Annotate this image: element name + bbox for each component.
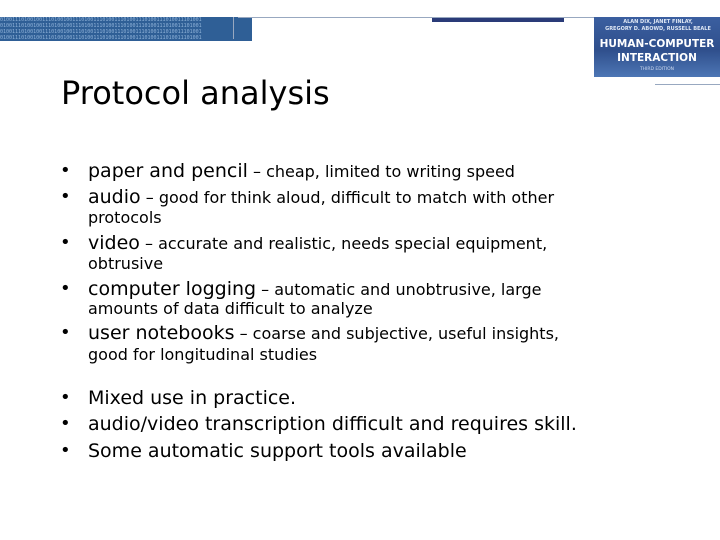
header-divider-vertical	[233, 17, 234, 39]
bullet-lead: video	[88, 232, 140, 254]
bullet-line	[88, 322, 559, 344]
header-binary-strip	[0, 17, 252, 41]
bullet-lead: audio	[88, 186, 141, 208]
binary-pattern-row: 0100111010010011101001001110100111010011101001110100111010011101001	[0, 17, 202, 23]
bullet-lead: computer logging	[88, 278, 257, 300]
bullet-dot: •	[60, 232, 71, 253]
bullet-lead: paper and pencil	[88, 160, 248, 182]
binary-pattern-row: 0100111010010011101001001110100111010011101001110100111010011101001	[0, 29, 202, 35]
bullet-line	[88, 278, 541, 300]
book-authors: ALAN DIX, JANET FINLAY, GREGORY D. ABOWD, RUSSELL BEALE	[605, 19, 711, 32]
bullet-line	[88, 186, 554, 208]
bullet-detail: – cheap, limited to writing speed	[247, 162, 515, 181]
summary-text: Some automatic support tools available	[88, 440, 467, 462]
summary-text: Mixed use in practice.	[88, 387, 297, 409]
bullet-dot: •	[60, 387, 71, 408]
binary-pattern-row: 0100111010010011101001001110100111010011101001110100111010011101001	[0, 23, 202, 29]
bullet-dot: •	[60, 322, 71, 343]
binary-pattern-row: 0100111010010011101001001110100111010011101001110100111010011101001	[0, 35, 202, 41]
bullet-continuation: amounts of data difficult to analyze	[88, 299, 373, 318]
header-accent-bar	[432, 18, 564, 22]
bullet-continuation: protocols	[88, 208, 162, 227]
book-edition: THIRD EDITION	[639, 67, 675, 72]
bullet-lead: user notebooks	[88, 322, 235, 344]
bullet-line	[88, 160, 515, 182]
book-cover-logo	[594, 17, 720, 77]
summary-text: audio/video transcription difficult and requires skill.	[88, 413, 577, 435]
book-title	[596, 37, 718, 65]
bullet-detail: – coarse and subjective, useful insights,	[234, 324, 559, 343]
bullet-dot: •	[60, 278, 71, 299]
bullet-dot: •	[60, 413, 71, 434]
slide-title: Protocol analysis	[61, 74, 330, 112]
bullet-dot: •	[60, 440, 71, 461]
bullet-detail: – accurate and realistic, needs special equipment,	[139, 234, 548, 253]
cover-underline	[655, 84, 720, 85]
bullet-dot: •	[60, 186, 71, 207]
bullet-detail: – automatic and unobtrusive, large	[256, 280, 542, 299]
bullet-line	[88, 232, 547, 254]
bullet-dot: •	[60, 160, 71, 181]
bullet-detail: – good for think aloud, difficult to match with other	[140, 188, 555, 207]
book-title-line-1: HUMAN-COMPUTER	[599, 38, 715, 50]
bullet-continuation: good for longitudinal studies	[88, 345, 318, 364]
book-title-line-2: INTERACTION	[617, 52, 697, 64]
bullet-continuation: obtrusive	[88, 254, 164, 273]
